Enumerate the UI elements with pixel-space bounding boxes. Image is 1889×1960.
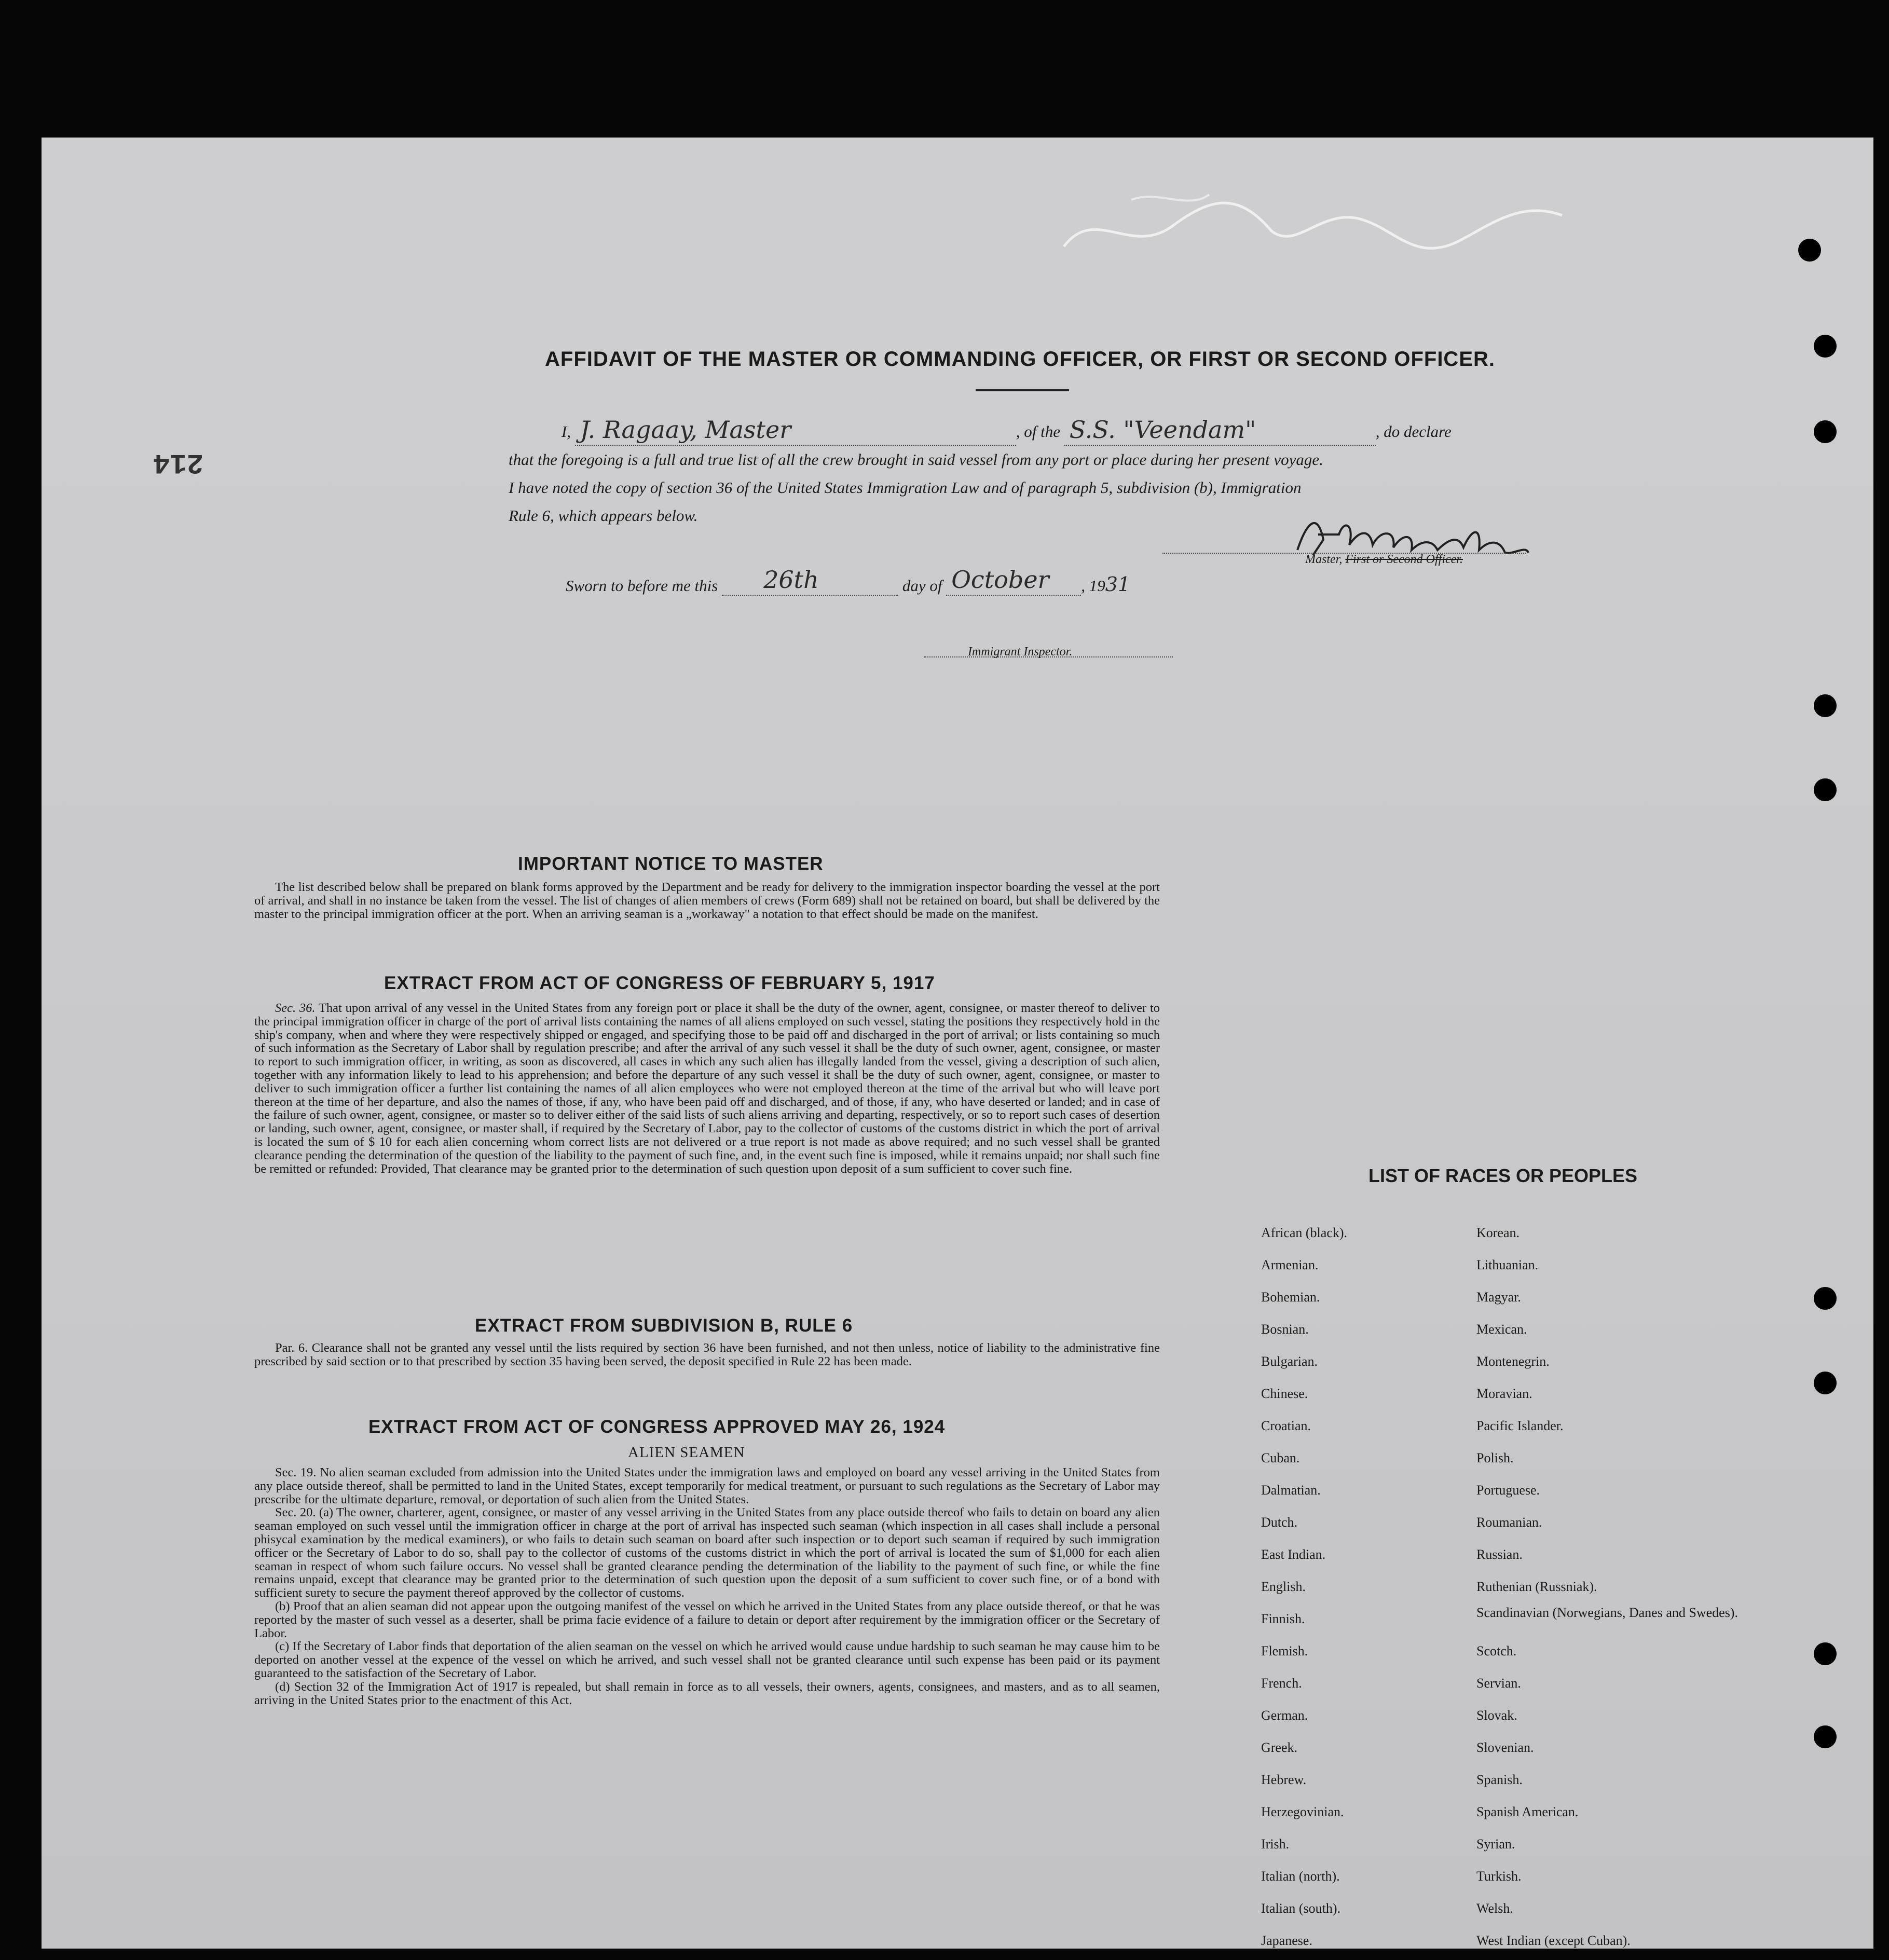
race-item: Korean.	[1476, 1225, 1520, 1240]
binder-hole	[1814, 1372, 1837, 1394]
race-item: Slovak.	[1476, 1708, 1517, 1723]
sec20b-paragraph: (b) Proof that an alien seaman did not appear upon the outgoing manifest of the vessel on which he arrived in the United States from any place outside thereof, or that he was reported by the master of such vessel as a deserter, shall be prima facie evidence of a failure to detain or deport after requirement by the immigration officer or the Secretary of Labor.	[254, 1599, 1160, 1640]
affidavit-of-the: , of the	[1016, 422, 1060, 441]
binder-hole	[1814, 1725, 1837, 1748]
race-item: Greek.	[1261, 1740, 1298, 1755]
affidavit-title: AFFIDAVIT OF THE MASTER OR COMMANDING OFFICER, OR FIRST OR SECOND OFFICER.	[545, 348, 1495, 371]
affidavit-line-3: I have noted the copy of section 36 of the United States Immigration Law and of paragraph 5, subdivision (b), Immigration	[509, 478, 1302, 497]
sec36-paragraph	[254, 1002, 1160, 1175]
race-item: Japanese.	[1261, 1933, 1312, 1948]
race-item: Polish.	[1476, 1450, 1514, 1465]
races-right-column	[1476, 1217, 1738, 1957]
sec36-body: That upon arrival of any vessel in the United States from any foreign port or place it shall be the duty of the owner, agent, consignee, or master thereof to deliver to the principal immigration officer in charge of the port of arrival lists containing the names of all aliens employed on such vessel, stating the positions they respectively hold in the ship's company, when and where they were respectively shipped or engaged, and specifying those to be paid off and discharged in the port of arrival; or lists containing so much of such information as the Secretary of Labor shall by regulation prescribe; and after the arrival of any such vessel it shall be the duty of such owner, agent, consignee, or master to report to such immigration officer, in writing, as soon as discovered, all cases in which any such alien has illegally landed from the vessel, giving a description of such alien, together with any information likely to lead to his apprehension; and before the departure of any such vessel it shall be the duty of such owner, agent, consignee, or master to deliver to such immigration officer a further list containing the names of all alien employees who were not employed thereon at the time of the arrival but who will leave port thereon at the time of her departure, and also the names of those, if any, who have been paid off and discharged, and of those, if any, who have deserted or landed; and in case of the failure of such owner, agent, consignee, or master so to deliver either of the said lists of such aliens arriving and departing, respectively, or so to report such cases of desertion or landing, such owner, agent, consignee, or master shall, if required by the Secretary of Labor, pay to the collector of customs of the customs district in which the port of arrival is located the sum of $ 10 for each alien concerning whom correct lists are not delivered or a true report is not made as above required; and no such vessel shall be granted clearance pending the determination of the question of the liability to the payment of such fine, and, in the event such fine is imposed, while it remains unpaid; nor shall such fine be remitted or refunded: Provided, That clearance may be granted prior to the determination of such question upon deposit of a sum sufficient to cover such fine.	[254, 1001, 1160, 1176]
sworn-month-handwritten: October	[951, 566, 1049, 594]
binder-hole	[1814, 1642, 1837, 1665]
race-item: English.	[1261, 1579, 1306, 1594]
races-left-column	[1261, 1217, 1469, 1957]
extract-1917-title: EXTRACT FROM ACT OF CONGRESS OF FEBRUARY 5, 1917	[384, 973, 935, 993]
race-item: Scandinavian (Norwegians, Danes and Swedes).	[1476, 1605, 1738, 1620]
sworn-year-handwritten: 31	[1105, 573, 1131, 596]
race-item: Spanish American.	[1476, 1804, 1579, 1819]
race-item: German.	[1261, 1708, 1308, 1723]
sig-caption-master: Master,	[1305, 553, 1346, 566]
master-name-handwritten: J. Ragaay, Master	[580, 416, 791, 444]
vessel-name-handwritten: S.S. "Veendam"	[1069, 416, 1256, 444]
race-item: Moravian.	[1476, 1386, 1532, 1401]
race-item: Herzegovinian.	[1261, 1804, 1344, 1819]
alien-seamen-subtitle: ALIEN SEAMEN	[628, 1444, 745, 1461]
extract-1924-text	[254, 1466, 1160, 1707]
race-item: Cuban.	[1261, 1450, 1300, 1465]
race-item: Portuguese.	[1476, 1483, 1540, 1498]
top-scribble	[1053, 184, 1572, 267]
affidavit-declare: , do declare	[1375, 422, 1452, 441]
race-item: Irish.	[1261, 1836, 1290, 1852]
affidavit-line-1	[509, 418, 1526, 446]
extract-1917-text	[254, 1002, 1160, 1175]
race-item: Bulgarian.	[1261, 1354, 1318, 1369]
title-rule	[976, 389, 1069, 391]
sworn-line	[566, 566, 1131, 596]
race-item: Pacific Islander.	[1476, 1418, 1564, 1433]
binder-hole	[1798, 239, 1821, 262]
affidavit-line-4: Rule 6, which appears below.	[509, 506, 698, 525]
race-item: Magyar.	[1476, 1290, 1521, 1305]
sworn-day-field	[722, 566, 898, 596]
sworn-month-field	[946, 566, 1081, 596]
race-item: French.	[1261, 1676, 1302, 1691]
race-item: Scotch.	[1476, 1643, 1517, 1659]
races-title: LIST OF RACES OR PEOPLES	[1368, 1165, 1638, 1186]
notice-title: IMPORTANT NOTICE TO MASTER	[518, 854, 824, 874]
race-item: Hebrew.	[1261, 1772, 1307, 1787]
race-item: Mexican.	[1476, 1322, 1527, 1337]
race-item: Bosnian.	[1261, 1322, 1309, 1337]
notice-text	[254, 881, 1160, 921]
race-item: Slovenian.	[1476, 1740, 1534, 1755]
document-page	[42, 138, 1873, 1949]
affidavit-i: I,	[561, 422, 571, 441]
sec19-paragraph: Sec. 19. No alien seaman excluded from admission into the United States under the immigration laws and employed on board any vessel arriving in the United States from any place outside thereof, shall be permitted to land in the United States, except temporarily for medical treatment, or pursuant to such regulations as the Secretary of Labor may prescribe for the ultimate departure, removal, or deportation of such alien from the United States.	[254, 1465, 1160, 1506]
sworn-day-handwritten: 26th	[763, 566, 819, 594]
race-item: Croatian.	[1261, 1418, 1311, 1433]
race-item: Armenian.	[1261, 1257, 1319, 1272]
margin-page-number: 214	[153, 446, 204, 478]
binder-hole	[1814, 778, 1837, 801]
race-item: Servian.	[1476, 1676, 1521, 1691]
sworn-text-a: Sworn to before me this	[566, 577, 718, 595]
sec20c-paragraph: (c) If the Secretary of Labor finds that deportation of the alien seaman on the vessel on which he arrived would cause undue hardship to such seaman he may cause him to be deported on another vessel at the expence of the vessel on which he arrived, and such vessel shall not be granted clearance until such expense has been paid or its payment guaranteed to the satisfaction of the Secretary of Labor.	[254, 1639, 1160, 1680]
affidavit-line-2: that the foregoing is a full and true list of all the crew brought in said vessel from any port or place during her present voyage.	[509, 450, 1323, 469]
sec20d-paragraph: (d) Section 32 of the Immigration Act of 1917 is repealed, but shall remain in force as to all vessels, their owners, agents, consignees, and masters, and as to all seamen, arriving in the United States prior to the enactment of this Act.	[254, 1679, 1160, 1707]
extract-1924-title: EXTRACT FROM ACT OF CONGRESS APPROVED MAY 26, 1924	[368, 1417, 946, 1437]
race-item: Russian.	[1476, 1547, 1523, 1562]
race-item: Italian (north).	[1261, 1869, 1340, 1884]
notice-paragraph: The list described below shall be prepared on blank forms approved by the Department and be ready for delivery to the immigration inspector boarding the vessel at the port of arrival, and shall in no instance be taken from the vessel. The list of changes of alien members of crews (Form 689) shall not be retained on board, but shall be delivered by the master to the principal immigration officer at the port. When an arriving seaman is a „workaway" a notation to that effect should be made on the manifest.	[254, 880, 1160, 921]
race-item: Finnish.	[1261, 1611, 1305, 1626]
sec36-label: Sec. 36.	[275, 1001, 316, 1015]
race-item: West Indian (except Cuban).	[1476, 1933, 1631, 1948]
binder-hole	[1814, 694, 1837, 717]
race-item: Turkish.	[1476, 1869, 1522, 1884]
rule6-title: EXTRACT FROM SUBDIVISION B, RULE 6	[475, 1315, 853, 1336]
race-item: Lithuanian.	[1476, 1257, 1539, 1272]
sig-caption-struck: First or Second Officer.	[1345, 553, 1463, 566]
race-item: Dalmatian.	[1261, 1483, 1321, 1498]
binder-hole	[1814, 1287, 1837, 1310]
race-item: Dutch.	[1261, 1515, 1298, 1530]
race-item: Bohemian.	[1261, 1290, 1320, 1305]
rule6-paragraph: Par. 6. Clearance shall not be granted any vessel until the lists required by section 36 have been furnished, and not then unless, notice of liability to the administrative fine prescribed by said section or to that prescribed by section 35 having been served, the deposit specified in Rule 22 has been made.	[254, 1341, 1160, 1368]
signature-caption	[1305, 553, 1463, 567]
sworn-text-b: day of	[902, 577, 942, 595]
binder-hole	[1814, 420, 1837, 443]
master-name-field	[575, 416, 1016, 446]
vessel-name-field	[1064, 416, 1376, 446]
sec20a-paragraph: Sec. 20. (a) The owner, charterer, agent, consignee, or master of any vessel arriving in the United States from any place outside thereof who fails to detain on board any alien seaman employed on such vessel until the immigration officer in charge at the port of arrival has inspected such seaman (which inspection in all cases shall include a personal phisycal examination by the medical examiners), or who fails to detain such seaman on board after such inspection or to deport such seaman if required by such immigration officer or the Secretary of Labor to do so, shall pay to the collector of customs of the customs district in which the port of arrival is located the sum of $1,000 for each alien seaman in respect of whom such failure occurs. No vessel shall be granted clearance pending the determination of the liability to the payment of such fine, or while the fine remains unpaid, except that clearance may be granted prior to the determination of such question upon the deposit of a sum sufficient to cover such fine, or of a bond with sufficient surety to secure the payment thereof approved by the collector of customs.	[254, 1505, 1160, 1600]
race-item: Chinese.	[1261, 1386, 1308, 1401]
race-item: East Indian.	[1261, 1547, 1326, 1562]
sworn-text-c: , 19	[1081, 577, 1105, 595]
race-item: African (black).	[1261, 1225, 1348, 1240]
race-item: Roumanian.	[1476, 1515, 1542, 1530]
rule6-text	[254, 1341, 1160, 1368]
race-item: Syrian.	[1476, 1836, 1515, 1852]
race-item: Spanish.	[1476, 1772, 1523, 1787]
race-item: Italian (south).	[1261, 1901, 1341, 1916]
race-item: Montenegrin.	[1476, 1354, 1550, 1369]
race-item: Welsh.	[1476, 1901, 1513, 1916]
race-item: Ruthenian (Russniak).	[1476, 1579, 1597, 1594]
inspector-caption: Immigrant Inspector.	[968, 645, 1073, 659]
binder-hole	[1814, 335, 1837, 358]
race-item: Flemish.	[1261, 1643, 1308, 1659]
